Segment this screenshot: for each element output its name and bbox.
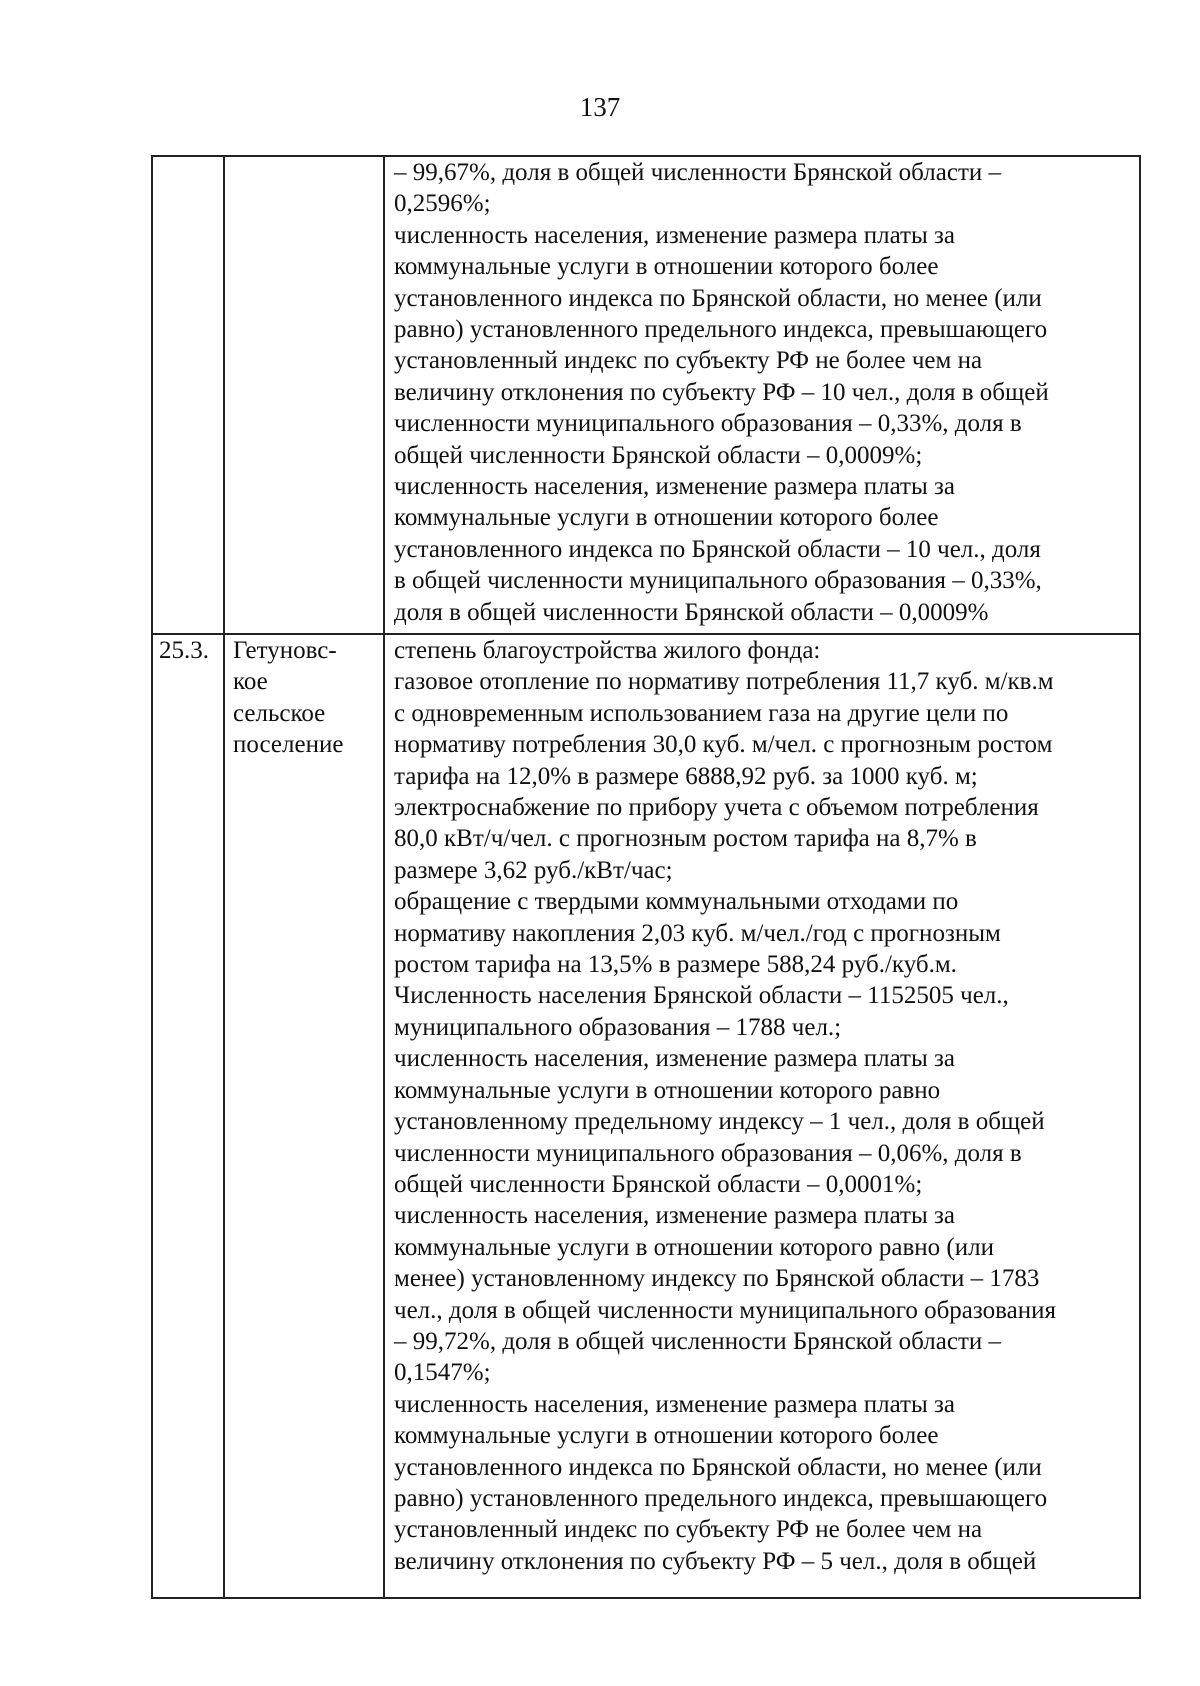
text-line: – 99,67%, доля в общей численности Брянской области – xyxy=(394,159,1001,186)
document-table xyxy=(151,155,1141,1599)
text-line: численности муниципального образования – 0,33%, доля в xyxy=(394,410,1022,438)
text-line: установленного индекса по Брянской области, но менее (или xyxy=(394,1453,1042,1481)
text-line: Численность населения Брянской области – 1152505 чел., xyxy=(394,982,1009,1010)
text-line: коммунальные услуги в отношении которого более xyxy=(394,253,939,281)
name-line: Гетуновс- xyxy=(233,637,337,664)
text-line: газовое отопление по нормативу потребления 11,7 куб. м/кв.м xyxy=(394,668,1054,696)
text-line: общей численности Брянской области – 0,0001%; xyxy=(394,1170,923,1198)
text-line: – 99,72%, доля в общей численности Брянской области – xyxy=(394,1327,1001,1355)
text-line: величину отклонения по субъекту РФ – 10 чел., доля в общей xyxy=(394,378,1049,406)
text-line: численность населения, изменение размера платы за xyxy=(394,1045,955,1073)
table-row xyxy=(152,634,1140,1598)
text-line: доля в общей численности Брянской области – 0,0009% xyxy=(394,598,989,626)
text-line: степень благоустройства жилого фонда: xyxy=(394,637,821,664)
text-line: нормативу накопления 2,03 куб. м/чел./год с прогнозным xyxy=(394,919,1001,947)
text-line: муниципального образования – 1788 чел.; xyxy=(394,1013,842,1041)
row-number-cell: 25.3. xyxy=(152,634,224,1598)
text-line: коммунальные услуги в отношении которого равно (или xyxy=(394,1233,994,1261)
page-number: 137 xyxy=(579,92,621,122)
text-line: установленного индекса по Брянской области, но менее (или xyxy=(394,284,1042,312)
text-line: численность населения, изменение размера платы за xyxy=(394,1390,955,1418)
text-line: численности муниципального образования – 0,06%, доля в xyxy=(394,1139,1022,1167)
text-line: общей численности Брянской области – 0,0009%; xyxy=(394,441,923,469)
municipality-name-cell xyxy=(224,156,384,634)
text-line: установленному предельному индексу – 1 чел., доля в общей xyxy=(394,1108,1045,1136)
name-line: поселение xyxy=(233,731,344,759)
text-line: коммунальные услуги в отношении которого более xyxy=(394,1422,939,1450)
text-line: 80,0 кВт/ч/чел. с прогнозным ростом тарифа на 8,7% в xyxy=(394,825,977,853)
text-line: тарифа на 12,0% в размере 6888,92 руб. за 1000 куб. м; xyxy=(394,762,978,790)
text-line: величину отклонения по субъекту РФ – 5 чел., доля в общей xyxy=(394,1547,1037,1575)
text-line: равно) установленного предельного индекса, превышающего xyxy=(394,1484,1048,1512)
text-line: численность населения, изменение размера платы за xyxy=(394,221,955,249)
text-line: электроснабжение по прибору учета с объемом потребления xyxy=(394,794,1039,822)
text-line: коммунальные услуги в отношении которого равно xyxy=(394,1076,941,1104)
text-line: размере 3,62 руб./кВт/час; xyxy=(394,856,673,884)
text-line: равно) установленного предельного индекса, превышающего xyxy=(394,316,1048,344)
text-line: установленный индекс по субъекту РФ не более чем на xyxy=(394,1516,983,1544)
text-line: с одновременным использованием газа на другие цели по xyxy=(394,699,1009,727)
text-line: численность населения, изменение размера платы за xyxy=(394,473,955,501)
text-line: установленного индекса по Брянской области – 10 чел., доля xyxy=(394,535,1041,563)
text-line: менее) установленному индексу по Брянской области – 1783 xyxy=(394,1265,1040,1293)
text-line: обращение с твердыми коммунальными отходами по xyxy=(394,888,959,916)
name-line: кое xyxy=(233,668,268,696)
municipality-name-cell xyxy=(224,634,384,1598)
text-line: в общей численности муниципального образования – 0,33%, xyxy=(394,567,1042,595)
text-line: нормативу потребления 30,0 куб. м/чел. с прогнозным ростом xyxy=(394,731,1053,759)
text-line: установленный индекс по субъекту РФ не более чем на xyxy=(394,347,983,375)
name-line: сельское xyxy=(233,699,326,727)
description-cell xyxy=(384,156,1140,634)
text-line: численность населения, изменение размера платы за xyxy=(394,1202,955,1230)
row-number-cell xyxy=(152,156,224,634)
text-line: 0,1547%; xyxy=(394,1359,491,1387)
text-line: чел., доля в общей численности муниципального образования xyxy=(394,1296,1056,1324)
table-row xyxy=(152,156,1140,634)
text-line: коммунальные услуги в отношении которого более xyxy=(394,504,939,532)
description-cell xyxy=(384,634,1140,1598)
text-line: ростом тарифа на 13,5% в размере 588,24 руб./куб.м. xyxy=(394,951,957,979)
text-line: 0,2596%; xyxy=(394,190,491,218)
